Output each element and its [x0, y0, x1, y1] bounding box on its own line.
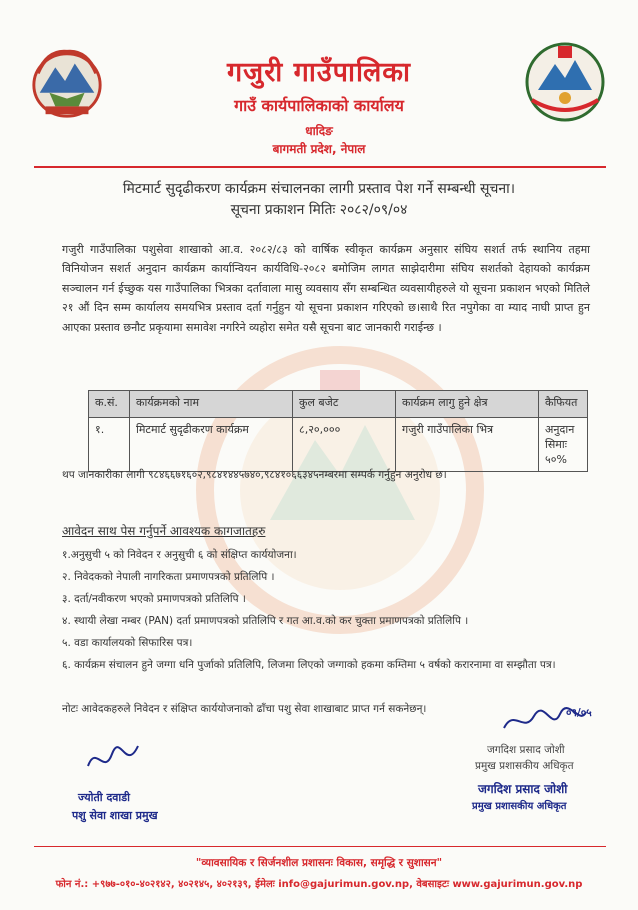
table-header-row	[89, 391, 588, 418]
document-item: २. निवेदकको नेपाली नागरिकता प्रमाणपत्रको प्रतिलिपि ।	[62, 571, 275, 583]
publish-date: सूचना प्रकाशन मितिः २०८२/०९/०४	[230, 202, 408, 218]
signature-date: ०९/०५	[566, 707, 592, 719]
col-sn: क.सं.	[89, 391, 130, 418]
footer-divider	[34, 846, 606, 847]
program-table	[88, 390, 588, 472]
address-district: धादिङ	[305, 124, 333, 138]
left-stamp-name: ज्योती दवाडी	[78, 791, 131, 804]
document-item: ३. दर्ता/नवीकरण भएको प्रमाणपत्रको प्रतिलिपि ।	[62, 593, 246, 605]
document-item: ६. कार्यक्रम संचालन हुने जग्गा धनि पुर्जाको प्रतिलिपि, लिजमा लिएको जग्गाको हकमा कम्तिमा ५ वर्षको करारनामा वा सम्झौता पत्र।	[62, 659, 556, 671]
address-province: बागमती प्रदेश, नेपाल	[272, 142, 366, 156]
col-budget: कुल बजेट	[293, 391, 396, 418]
footer-contact: फोन नं.: +९७७-०१०-४०२१४२, ४०२१४५, ४०२१३९, ईमेलः info@gajurimun.gov.np, वेबसाइटः www.gajurimun.gov.np	[55, 879, 583, 890]
col-program-name: कार्यक्रमको नाम	[130, 391, 293, 418]
cell-budget: ८,२०,०००	[293, 418, 396, 472]
right-stamp-name: जगदिश प्रसाद जोशी	[478, 782, 568, 796]
col-area: कार्यक्रम लागु हुने क्षेत्र	[396, 391, 539, 418]
contact-note: थप जानकारीका लागी ९८४६६७१६०२,९८४१४४५७४०,९८४१०६६३४५नम्बरमा सम्पर्क गर्नुहुन अनुरोध छ।	[62, 469, 447, 481]
cell-program-name: मिटमार्ट सुदृढीकरण कार्यक्रम	[130, 418, 293, 472]
notice-subject: मिटमार्ट सुदृढीकरण कार्यक्रम संचालनका लागी प्रस्ताव पेश गर्ने सम्बन्धी सूचना।	[122, 181, 516, 197]
table-row	[89, 418, 588, 472]
officer-name: जगदिश प्रसाद जोशी	[487, 744, 565, 756]
left-signature-icon	[82, 736, 142, 782]
cell-area: गजुरी गाउँपालिका भित्र	[396, 418, 539, 472]
col-remarks: कैफियत	[539, 391, 588, 418]
header-divider	[34, 166, 606, 168]
document-item: १.अनुसुची ५ को निवेदन र अनुसुची ६ को संक्षिप्त कार्ययोजना।	[62, 549, 297, 561]
left-stamp-title: पशु सेवा शाखा प्रमुख	[72, 809, 158, 822]
officer-title: प्रमुख प्रशासकीय अधिकृत	[475, 760, 574, 772]
document-note: नोटः आवेदकहरुले निवेदन र संक्षिप्त कार्ययोजनाको ढाँचा पशु सेवा शाखाबाट प्राप्त गर्न सकनेछन्।	[62, 703, 427, 715]
office-subtitle: गाउँ कार्यपालिकाको कार्यालय	[234, 96, 404, 115]
cell-remarks: अनुदान सिमाः ५०%	[539, 418, 588, 472]
cell-sn: १.	[89, 418, 130, 472]
notice-body: गजुरी गाउँपालिका पशुसेवा शाखाको आ.व. २०८२/८३ को वार्षिक स्वीकृत कार्यक्रम अनुसार संघिय सशर्त तर्फ स्थानिय तहमा विनियोजन सशर्त अनुदान कार्यक्रम कार्यान्वियन कार्यविधि-२०८२ बमोजिम लागत साझेदारीमा संघिय सशर्तको देहायको कार्यक्रम सञ्चालन गर्न ईच्छुक यस गाउँपालिका भित्रका दर्तावाला मासु व्यवसाय सँग सम्बन्धित व्यवसायीहरुले यो सूचना प्रकाशन भएको मितिले २१ औं दिन सम्म कार्यालय समयभित्र प्रस्ताव दर्ता गर्नुहुन यो सूचना प्रकाशन गरिएको छ।साथै रित नपुगेका वा म्याद नाघी प्राप्त हुन आएका प्रस्ताव छनौट प्रकृयामा समावेश नगरिने व्यहोरा समेत यसै सूचना बाट जानकारी गराईन्छ ।	[62, 243, 590, 334]
footer-motto: "व्यावसायिक र सिर्जनशील प्रशासनः विकास, समृद्धि र सुशासन"	[195, 857, 443, 869]
documents-title: आवेदन साथ पेस गर्नुपर्ने आवश्यक कागजातहरु	[62, 524, 266, 538]
document-item: ४. स्थायी लेखा नम्बर (PAN) दर्ता प्रमाणपत्रको प्रतिलिपि र गत आ.व.को कर चुक्ता प्रमाणपत्रको प्रतिलिपि ।	[62, 615, 469, 627]
right-stamp-title: प्रमुख प्रशासकीय अधिकृत	[472, 801, 567, 812]
municipality-title: गजुरी गाउँपालिका	[226, 57, 412, 88]
document-item: ५. वडा कार्यालयको सिफारिस पत्र।	[62, 637, 193, 649]
